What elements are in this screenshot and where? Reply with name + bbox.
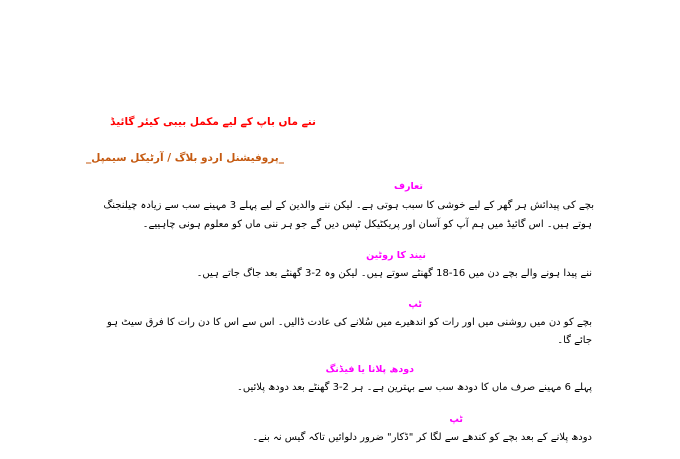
document-subtitle: _پروفیشنل اردو بلاگ / آرٹیکل سیمپل_ bbox=[85, 152, 284, 164]
section-heading-sleep-routine: نیند کا روٹین bbox=[366, 250, 426, 261]
section-heading-tip-1: ٹپ bbox=[408, 299, 422, 310]
section-heading-feeding: دودھ پلانا یا فیڈنگ bbox=[325, 364, 414, 375]
intro-line-1: بچے کی پیدائش ہر گھر کے لیے خوشی کا سبب ہوتی ہے۔ لیکن ننے والدین کے لیے پہلے 3 مہینے سب سے زیادہ چیلنجنگ bbox=[103, 200, 594, 211]
sleep-line-1: ننے پیدا ہونے والے بچے دن میں 16-18 گھنٹے سوتے ہیں۔ لیکن وہ 2-3 گھنٹے بعد جاگ جاتے ہیں۔ bbox=[196, 268, 592, 279]
tip1-line-1: بچے کو دن میں روشنی میں اور رات کو اندھیرے میں سُلانے کی عادت ڈالیں۔ اس سے اس کا دن رات کا فرق سیٹ ہو bbox=[107, 317, 592, 328]
intro-line-2: ہوتے ہیں۔ اس گائیڈ میں ہم آپ کو آسان اور پریکٹیکل ٹپس دیں گے جو ہر ننی ماں کو معلوم ہونی چاہییے۔ bbox=[142, 219, 592, 230]
tip2-line-1: دودھ پلانے کے بعد بچے کو کندھے سے لگا کر "ڈکار" ضرور دلوائیں تاکہ گیس نہ بنے۔ bbox=[252, 432, 592, 443]
document-title: ننے ماں باپ کے لیے مکمل بیبی کیئر گائیڈ bbox=[110, 116, 316, 128]
section-heading-tip-2: ٹپ bbox=[449, 414, 463, 425]
section-heading-introduction: تعارف bbox=[393, 181, 423, 192]
tip1-line-2: جائے گا۔ bbox=[557, 335, 592, 346]
feeding-line-1: پہلے 6 مہینے صرف ماں کا دودھ سب سے بہترین ہے۔ ہر 2-3 گھنٹے بعد دودھ پلائیں۔ bbox=[236, 382, 592, 393]
